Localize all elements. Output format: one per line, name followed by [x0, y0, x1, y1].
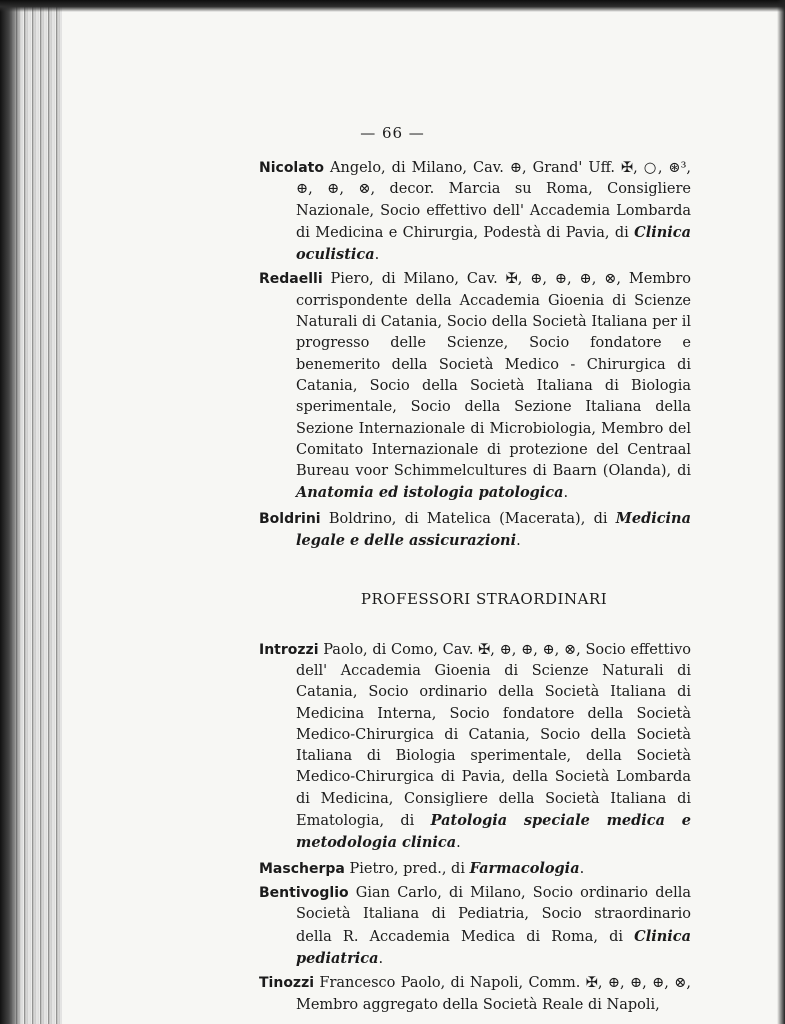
entry-text: Pietro, pred., di: [344, 860, 470, 877]
entry-text: Boldrino, di Matelica (Macerata), di: [320, 510, 616, 527]
entry-text: Paolo, di Como, Cav. ✠, ⊕, ⊕, ⊕, ⊗, Socio effettivo dell' Accademia Gioenia di Scienze Naturali di Catania, Socio ordinario della Società Italiana di Medicina Interna, Socio fondatore della Società Medico-Chirurgica di Catania, Socio della Società Italiana di Biologia sperimentale, della Società Medico-Chirurgica di Pavia, della Società Lombarda di Medicina, Consigliere della Società Italiana di Ematologia, di: [296, 641, 691, 830]
entry-surname: Boldrini: [259, 510, 321, 527]
binding-shadow: [0, 0, 22, 1024]
entry-text: Piero, di Milano, Cav. ✠, ⊕, ⊕, ⊕, ⊗, Membro corrispondente della Accademia Gioenia di Scienze Naturali di Catania, Socio della Società Italiana per il progresso delle Scienze, Socio fondatore e benemerito della Società Medico - Chirurgica di Catania, Socio della Società Italiana di Biologia sperimentale, Socio della Sezione Italiana della Sezione Internazionale di Microbiologia, Membro del Comitato Internazionale di protezione del Centraal Bureau voor Schimmelcultures di Baarn (Olanda), di: [296, 271, 691, 480]
page-body: [259, 158, 691, 1020]
page-number: — 66 —: [360, 124, 425, 142]
entry-end: .: [516, 533, 521, 550]
entry-end: .: [579, 860, 585, 877]
entry-subject: Medicina legale e delle assicurazioni: [296, 509, 691, 550]
entry-introzzi: [259, 640, 691, 855]
entry-tinozzi: [259, 973, 691, 1017]
entry-surname: Tinozzi: [259, 975, 315, 992]
entry-text: Angelo, di Milano, Cav. ⊕, Grand' Uff. ✠, ○, ⊛³, ⊕, ⊕, ⊗, decor. Marcia su Roma, Consigliere Nazionale, Socio effettivo dell' Accademia Lombarda di Medicina e Chirurgia, Podestà di Pavia, di: [296, 160, 691, 241]
entry-end: .: [378, 950, 384, 967]
entry-subject: Farmacologia: [469, 859, 580, 877]
page-top-edge: [0, 0, 785, 12]
entry-subject: Clinica pediatrica: [296, 927, 691, 967]
entry-subject: Clinica oculistica: [296, 223, 691, 264]
entry-surname: Redaelli: [259, 271, 323, 288]
entry-subject: Anatomia ed istologia patologica: [296, 484, 564, 502]
entry-end: .: [374, 247, 380, 264]
page-right-edge: [777, 0, 785, 1024]
entry-subject: Patologia speciale medica e metodologia clinica: [296, 812, 691, 852]
entry-surname: Nicolato: [259, 160, 324, 176]
entry-surname: Mascherpa: [259, 860, 345, 877]
entry-redaelli: [259, 269, 691, 504]
entry-surname: Bentivoglio: [259, 884, 349, 901]
entry-bentivoglio: [259, 883, 691, 970]
entry-text: Francesco Paolo, di Napoli, Comm. ✠, ⊕, ⊕, ⊕, ⊗, Membro aggregato della Società Reale di Napoli,: [296, 975, 691, 1014]
entry-end: .: [456, 835, 461, 852]
section-heading: PROFESSORI STRAORDINARI: [360, 590, 608, 609]
entry-nicolato: [259, 158, 691, 266]
entry-end: .: [563, 485, 569, 502]
entry-mascherpa: [259, 858, 691, 880]
entry-surname: Introzzi: [259, 641, 319, 658]
entry-boldrini: [259, 508, 691, 553]
entry-text: Gian Carlo, di Milano, Socio ordinario della Società Italiana di Pediatria, Socio straordinario della R. Accademia Medica di Roma, di: [296, 884, 691, 945]
